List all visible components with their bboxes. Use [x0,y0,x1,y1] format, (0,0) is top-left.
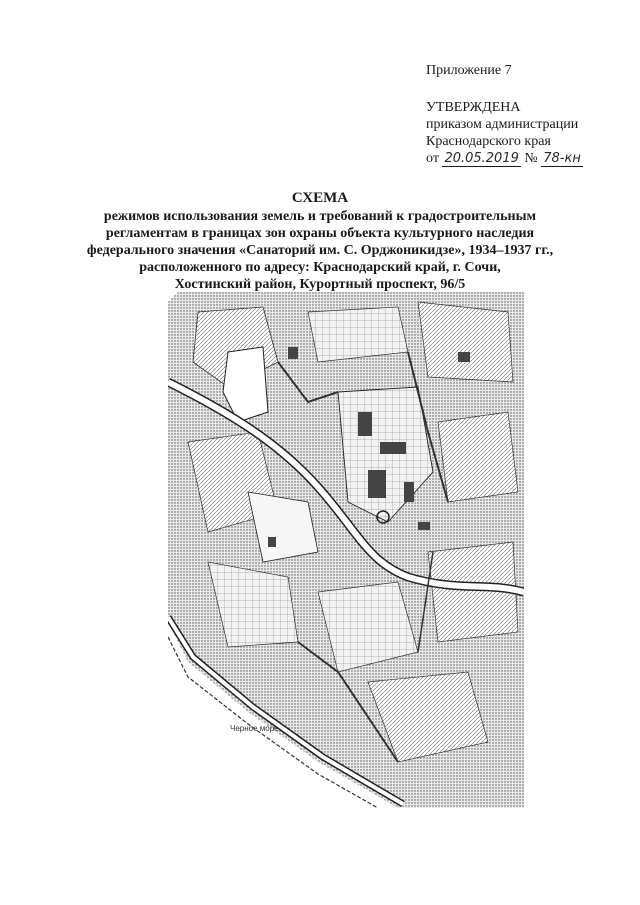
title-line-4: расположенного по адресу: Краснодарский край, г. Сочи, [139,260,501,275]
approval-date-row [426,150,626,167]
number-prefix: № [524,151,538,166]
date-prefix: от [426,151,439,166]
title-line-1: режимов использования земель и требований к градостроительным [103,209,537,224]
title-heading: СХЕМА [291,190,349,206]
parcel [308,307,408,362]
map-drawing [168,292,524,808]
handwritten-date: 20.05.2019 [444,151,519,166]
building [418,522,430,530]
building [380,442,406,454]
appendix-number: Приложение 7 [426,63,512,78]
handwritten-number: 78-кн [543,151,581,166]
approved-stamp: УТВЕРЖДЕНА [426,100,521,115]
building [458,352,470,362]
approval-block [426,62,626,167]
scheme-map [168,292,524,808]
title-line-2: регламентам в границах зон охраны объекта культурного наследия [105,226,535,241]
sea-label: Черное море [230,724,279,733]
building [268,537,276,547]
parcel [418,302,513,382]
approved-by-line-2: Краснодарского края [426,134,551,149]
building [404,482,414,502]
building [358,412,372,436]
building [368,470,386,498]
building [288,347,298,359]
title-line-3: федерального значения «Санаторий им. С. Орджоникидзе», 1934–1937 гг., [86,243,554,258]
title-line-5: Хостинский район, Курортный проспект, 96/5 [174,277,466,292]
approved-by-line-1: приказом администрации [426,117,579,132]
document-title [80,190,560,293]
parcel [438,412,518,502]
